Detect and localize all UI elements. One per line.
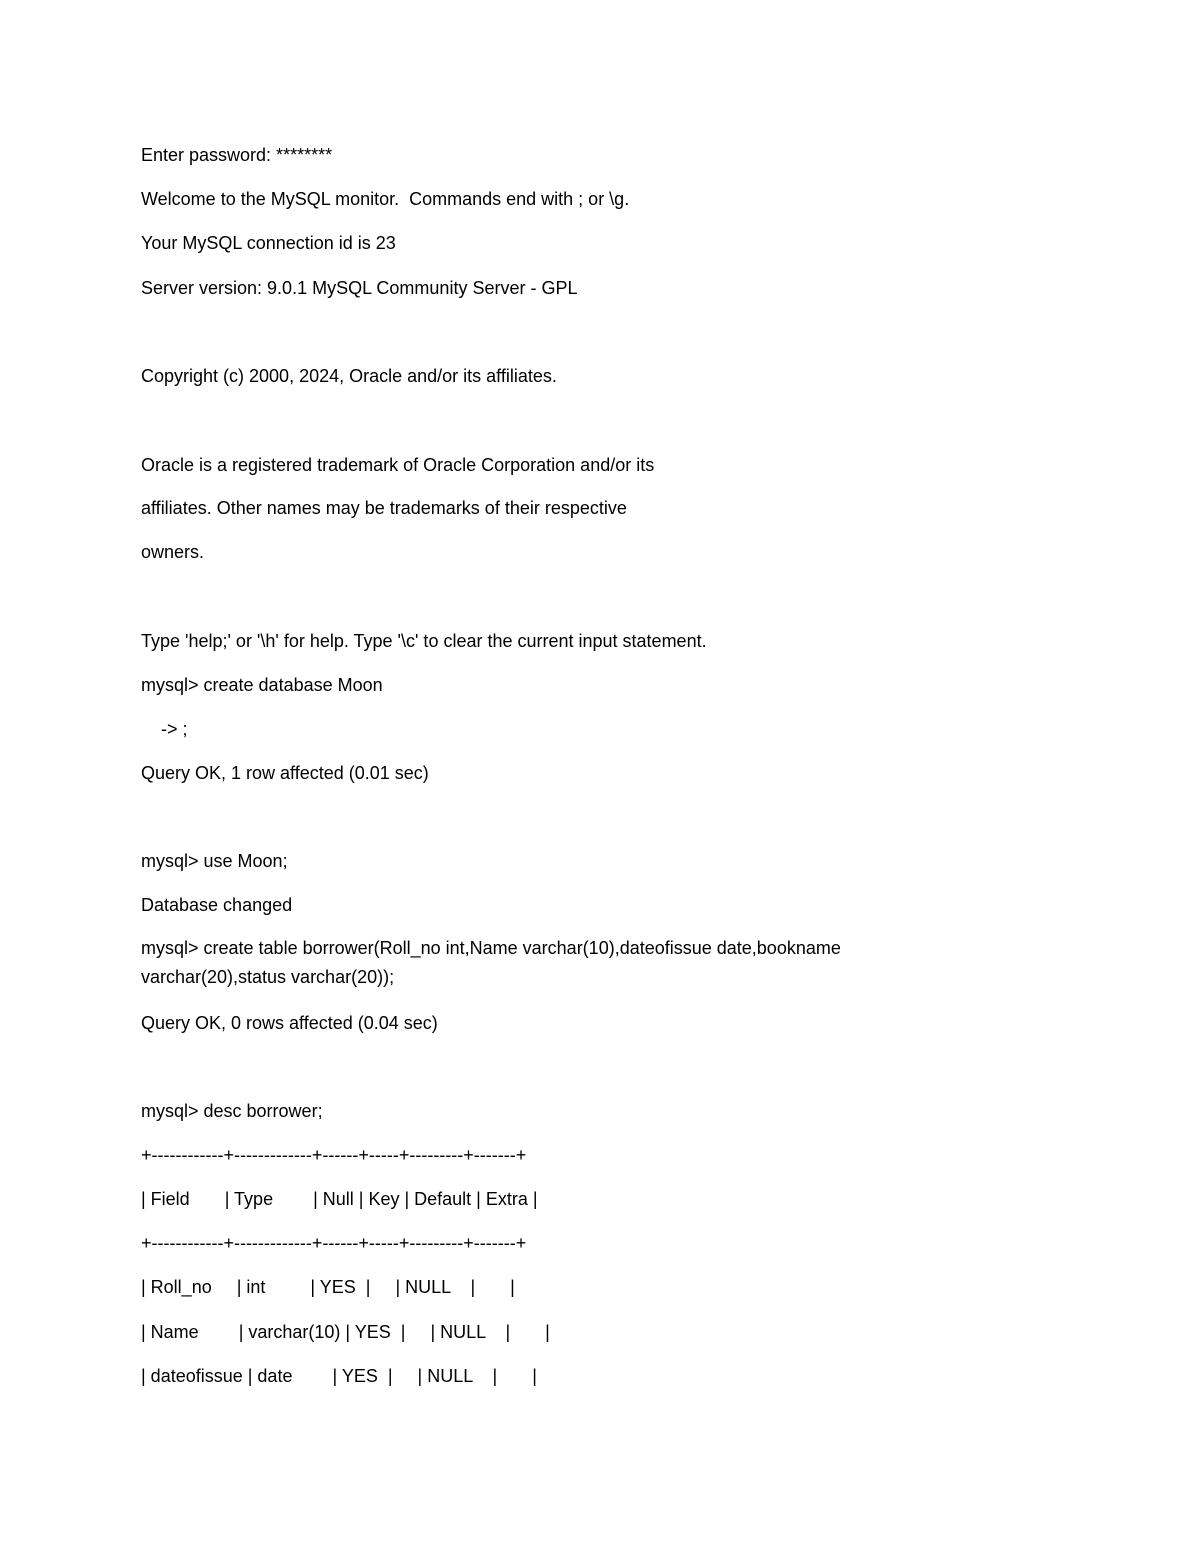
connection-id-line: Your MySQL connection id is 23 [141, 233, 396, 253]
table-row: | Roll_no | int | YES | | NULL | | [141, 1277, 515, 1297]
create-database-command: mysql> create database Moon [141, 675, 383, 695]
query-ok-line-1: Query OK, 1 row affected (0.01 sec) [141, 763, 429, 783]
server-version-line: Server version: 9.0.1 MySQL Community Server - GPL [141, 278, 578, 298]
help-line: Type 'help;' or '\h' for help. Type '\c' to clear the current input statement. [141, 631, 707, 651]
continuation-line: -> ; [141, 719, 188, 739]
trademark-line-1: Oracle is a registered trademark of Oracle Corporation and/or its [141, 455, 655, 475]
copyright-line: Copyright (c) 2000, 2024, Oracle and/or its affiliates. [141, 366, 557, 386]
welcome-line: Welcome to the MySQL monitor. Commands end with ; or \g. [141, 189, 630, 209]
table-border-top: +------------+-------------+------+-----+---------+-------+ [141, 1145, 527, 1165]
use-database-command: mysql> use Moon; [141, 851, 288, 871]
query-ok-line-2: Query OK, 0 rows affected (0.04 sec) [141, 1013, 438, 1033]
table-row: | dateofissue | date | YES | | NULL | | [141, 1366, 537, 1386]
table-header-row: | Field | Type | Null | Key | Default | Extra | [141, 1189, 538, 1209]
table-row: | Name | varchar(10) | YES | | NULL | | [141, 1322, 550, 1342]
database-changed-line: Database changed [141, 895, 293, 915]
create-table-command: mysql> create table borrower(Roll_no int,Name varchar(10),dateofissue date,bookname varchar(20),status varchar(20)); [141, 938, 846, 987]
trademark-line-2: affiliates. Other names may be trademarks of their respective [141, 498, 627, 518]
table-border-mid: +------------+-------------+------+-----+---------+-------+ [141, 1233, 527, 1253]
desc-command: mysql> desc borrower; [141, 1101, 323, 1121]
password-prompt-line: Enter password: ******** [141, 145, 333, 165]
trademark-line-3: owners. [141, 542, 205, 562]
